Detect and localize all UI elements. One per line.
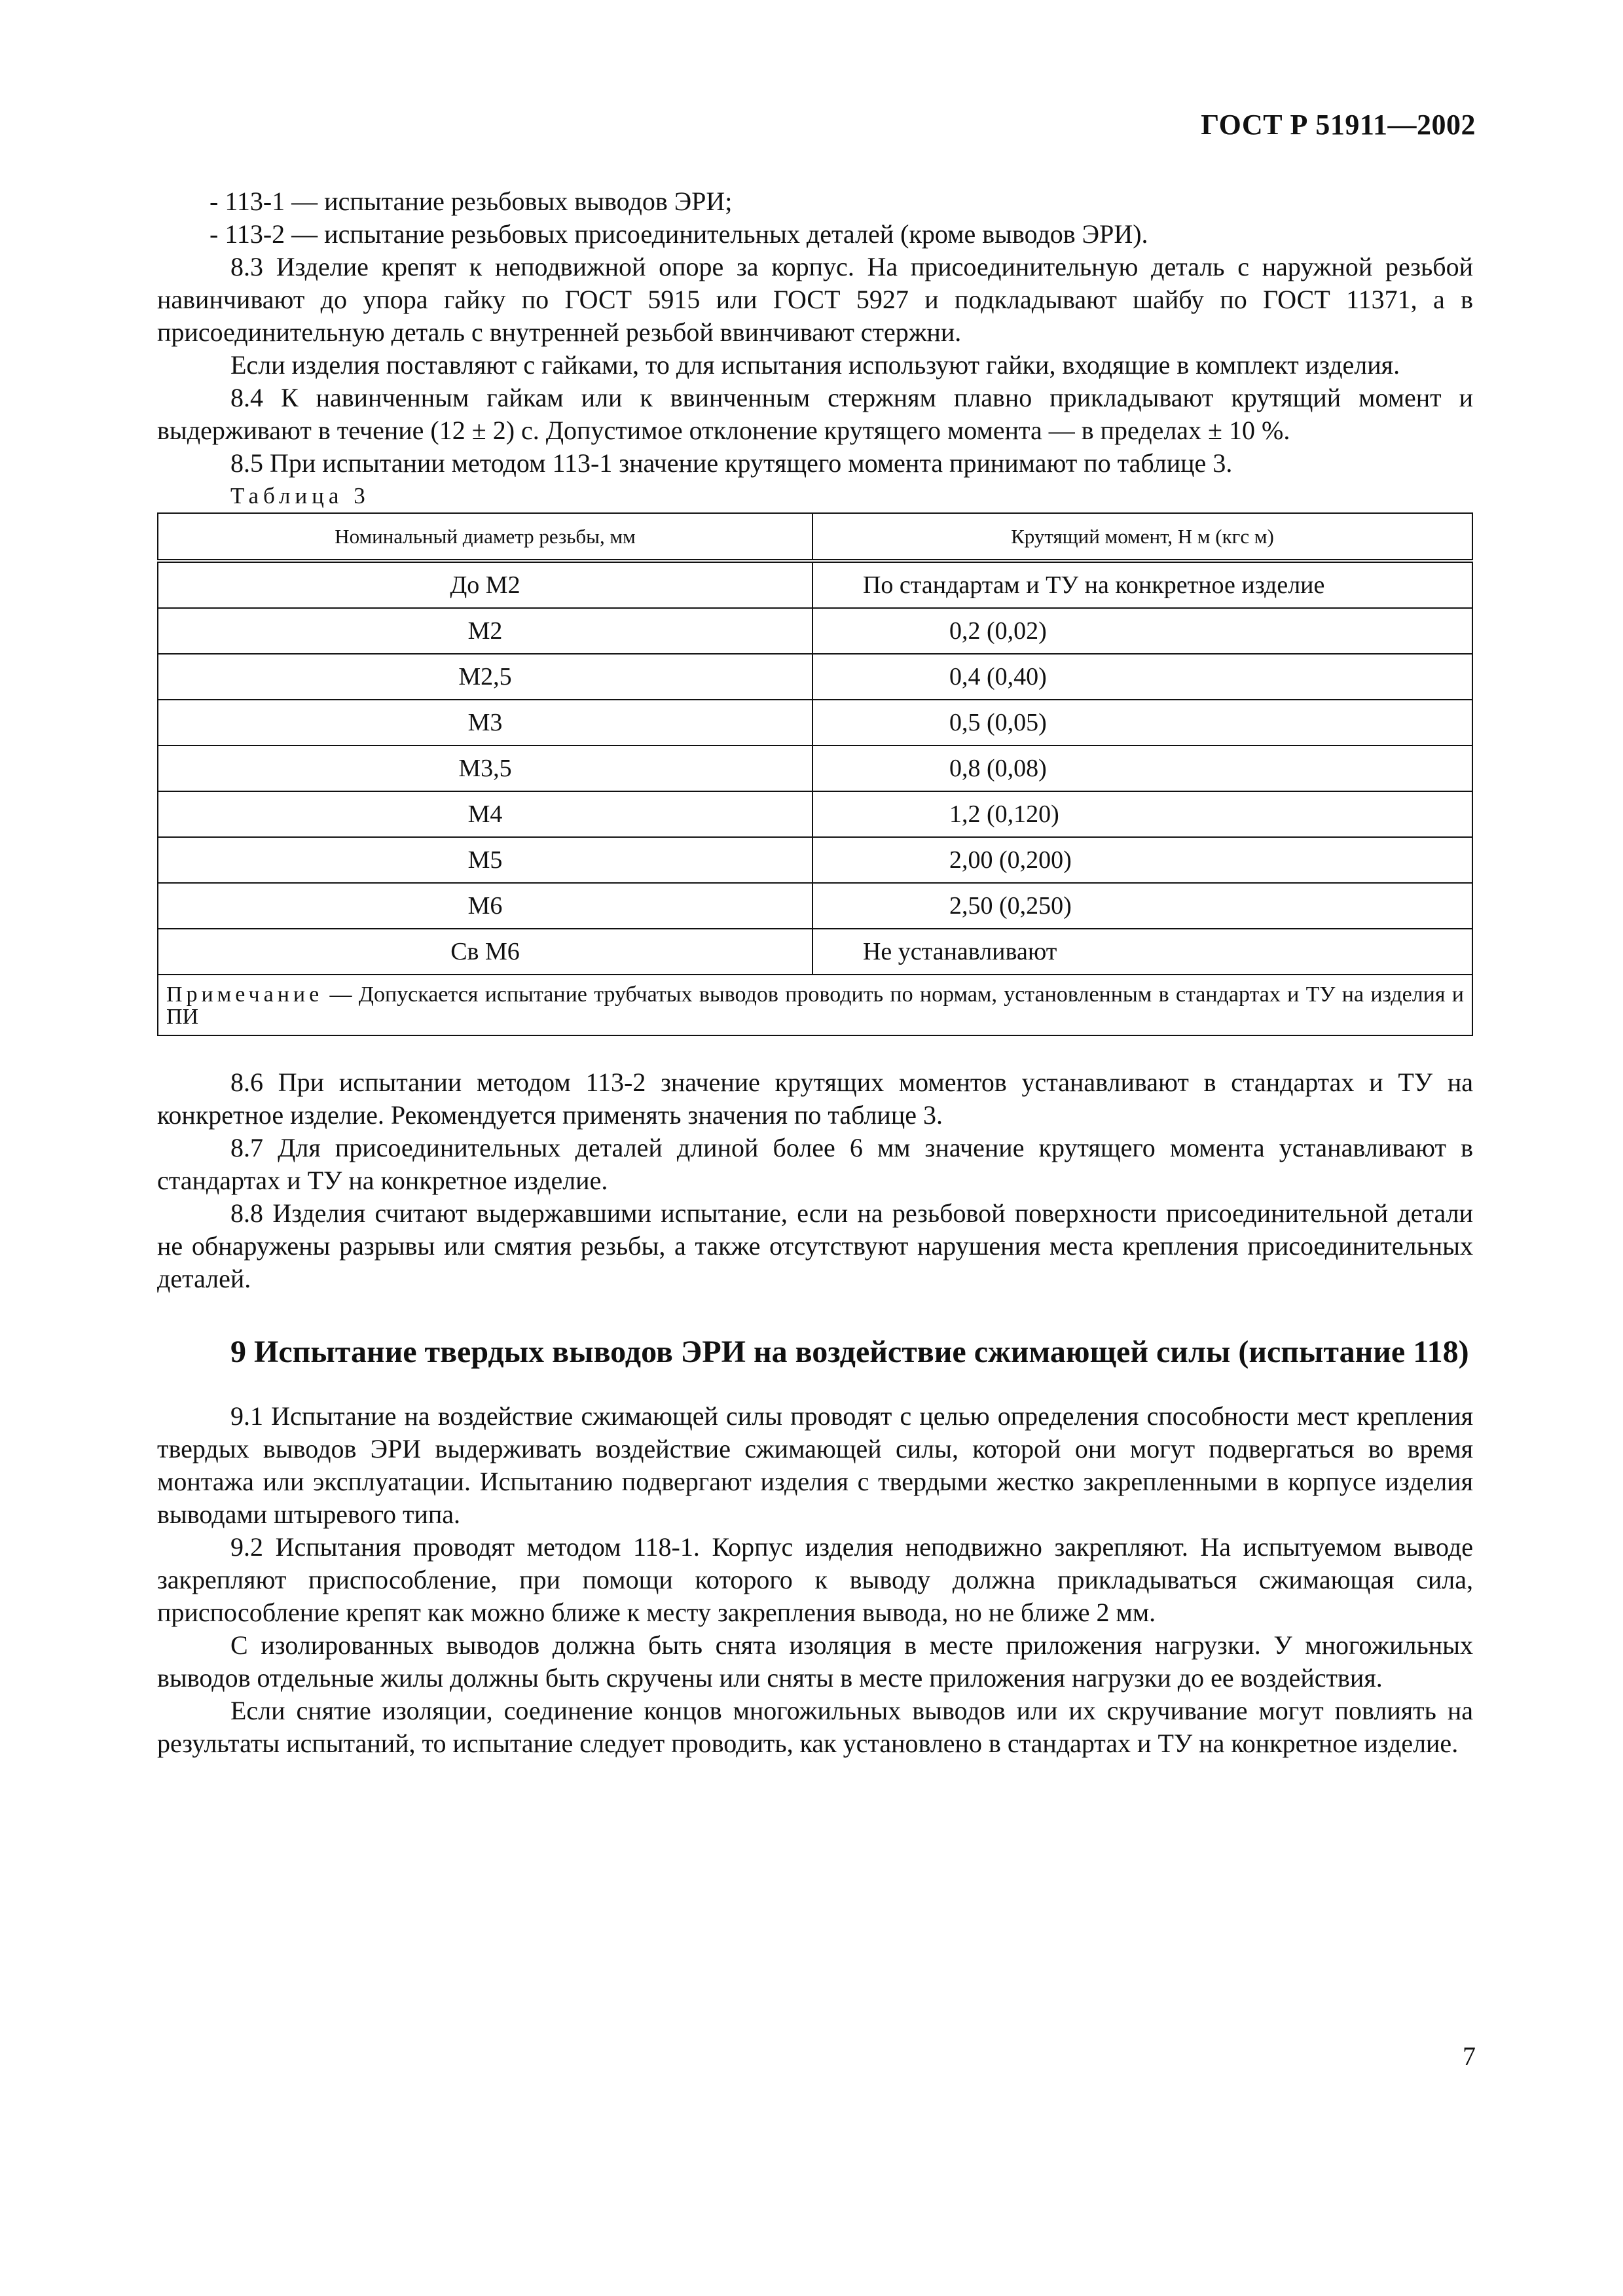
cell-diameter: М5: [158, 837, 812, 883]
note-text: — Допускается испытание трубчатых выводов проводить по нормам, установленным в стандартах и ТУ на изделия и ПИ: [166, 982, 1464, 1029]
cell-diameter: М4: [158, 791, 812, 837]
page-number: 7: [1463, 2041, 1476, 2071]
cell-torque: 0,8 (0,08): [812, 745, 1472, 791]
table-caption: Таблица 3: [230, 483, 370, 509]
cell-diameter: М3: [158, 700, 812, 745]
table-row: [158, 791, 1472, 837]
table-note-row: [158, 975, 1472, 1035]
cell-torque: 0,2 (0,02): [812, 608, 1472, 654]
table-row: [158, 608, 1472, 654]
cell-torque: По стандартам и ТУ на конкретное изделие: [812, 561, 1472, 608]
header-thread-diameter: Номинальный диаметр резьбы, мм: [158, 513, 812, 561]
cell-torque: 2,00 (0,200): [812, 837, 1472, 883]
list-item-113-2: - 113-2 — испытание резьбовых присоединительных деталей (кроме выводов ЭРИ).: [210, 219, 1148, 249]
cell-torque: 1,2 (0,120): [812, 791, 1472, 837]
document-header: ГОСТ Р 51911—2002: [1201, 109, 1476, 141]
document-body: [157, 185, 1473, 1760]
paragraph-8-6: 8.6 При испытании методом 113-2 значение крутящих моментов устанавливают в стандартах и ТУ на конкретное изделие. Рекомендуется применять значения по таблице 3.: [157, 1067, 1473, 1130]
cell-diameter: М3,5: [158, 745, 812, 791]
note-label: Примечание: [166, 982, 323, 1007]
table-header-row: [158, 513, 1472, 561]
cell-diameter: До М2: [158, 561, 812, 608]
table-note: [158, 975, 1472, 1035]
cell-diameter: Св М6: [158, 929, 812, 975]
paragraph-9-2: 9.2 Испытания проводят методом 118-1. Корпус изделия неподвижно закрепляют. На испытуемом выводе закрепляют приспособление, при помощи которого к выводу должна прикладываться сжимающая сила, приспособление крепят как можно ближе к месту закрепления вывода, но не ближе 2 мм.: [157, 1532, 1473, 1627]
paragraph-8-8: 8.8 Изделия считают выдержавшими испытание, если на резьбовой поверхности присоединительной детали не обнаружены разрывы или смятия резьбы, а также отсутствуют нарушения места крепления присоединительных деталей.: [157, 1198, 1473, 1293]
header-torque: Крутящий момент, Н м (кгс м): [812, 513, 1472, 561]
paragraph-8-4: 8.4 К навинченным гайкам или к ввинченным стержням плавно прикладывают крутящий момент и выдерживают в течение (12 ± 2) с. Допустимое отклонение крутящего момента — в пределах ± 10 %.: [157, 383, 1473, 445]
table-row: [158, 561, 1472, 608]
table-row: [158, 929, 1472, 975]
after-table-block: [157, 1066, 1473, 1295]
cell-torque: 0,4 (0,40): [812, 654, 1472, 700]
cell-diameter: М6: [158, 883, 812, 929]
cell-torque: Не устанавливают: [812, 929, 1472, 975]
table-row: [158, 700, 1472, 745]
cell-torque: 2,50 (0,250): [812, 883, 1472, 929]
table-row: [158, 654, 1472, 700]
paragraph-9-2-results: Если снятие изоляции, соединение концов многожильных выводов или их скручивание могут повлиять на результаты испытаний, то испытание следует проводить, как установлено в стандартах и ТУ на конкретное изделие.: [157, 1696, 1473, 1758]
paragraph-8-3-cont: Если изделия поставляют с гайками, то для испытания используют гайки, входящие в комплект изделия.: [230, 350, 1400, 380]
paragraph-8-3: 8.3 Изделие крепят к неподвижной опоре за корпус. На присоединительную деталь с наружной резьбой навинчивают до упора гайку по ГОСТ 5915 или ГОСТ 5927 и подкладывают шайбу по ГОСТ 11371, а в присоединительную деталь с внутренней резьбой ввинчивают стержни.: [157, 252, 1473, 347]
paragraph-9-1: 9.1 Испытание на воздействие сжимающей силы проводят с целью определения способности мест крепления твердых выводов ЭРИ выдерживать воздействие сжимающей силы, которой они могут подвергаться во время монтажа или эксплуатации. Испытанию подвергают изделия с твердыми жестко закрепленными в корпусе изделия выводами штыревого типа.: [157, 1401, 1473, 1529]
cell-torque: 0,5 (0,05): [812, 700, 1472, 745]
cell-diameter: М2: [158, 608, 812, 654]
section-9-title: 9 Испытание твердых выводов ЭРИ на воздействие сжимающей силы (испытание 118): [230, 1335, 1469, 1369]
table-row: [158, 745, 1472, 791]
paragraph-8-5: 8.5 При испытании методом 113-1 значение крутящего момента принимают по таблице 3.: [230, 448, 1233, 478]
table-row: [158, 883, 1472, 929]
table-row: [158, 837, 1472, 883]
torque-table: [157, 512, 1473, 1036]
paragraph-9-2-insulation: С изолированных выводов должна быть снята изоляция в месте приложения нагрузки. У многожильных выводов отдельные жилы должны быть скручены или сняты в месте приложения нагрузки до ее воздействия.: [157, 1630, 1473, 1693]
list-item-113-1: - 113-1 — испытание резьбовых выводов ЭРИ;: [210, 187, 733, 216]
cell-diameter: М2,5: [158, 654, 812, 700]
paragraph-8-7: 8.7 Для присоединительных деталей длиной более 6 мм значение крутящего момента устанавливают в стандартах и ТУ на конкретное изделие.: [157, 1133, 1473, 1195]
